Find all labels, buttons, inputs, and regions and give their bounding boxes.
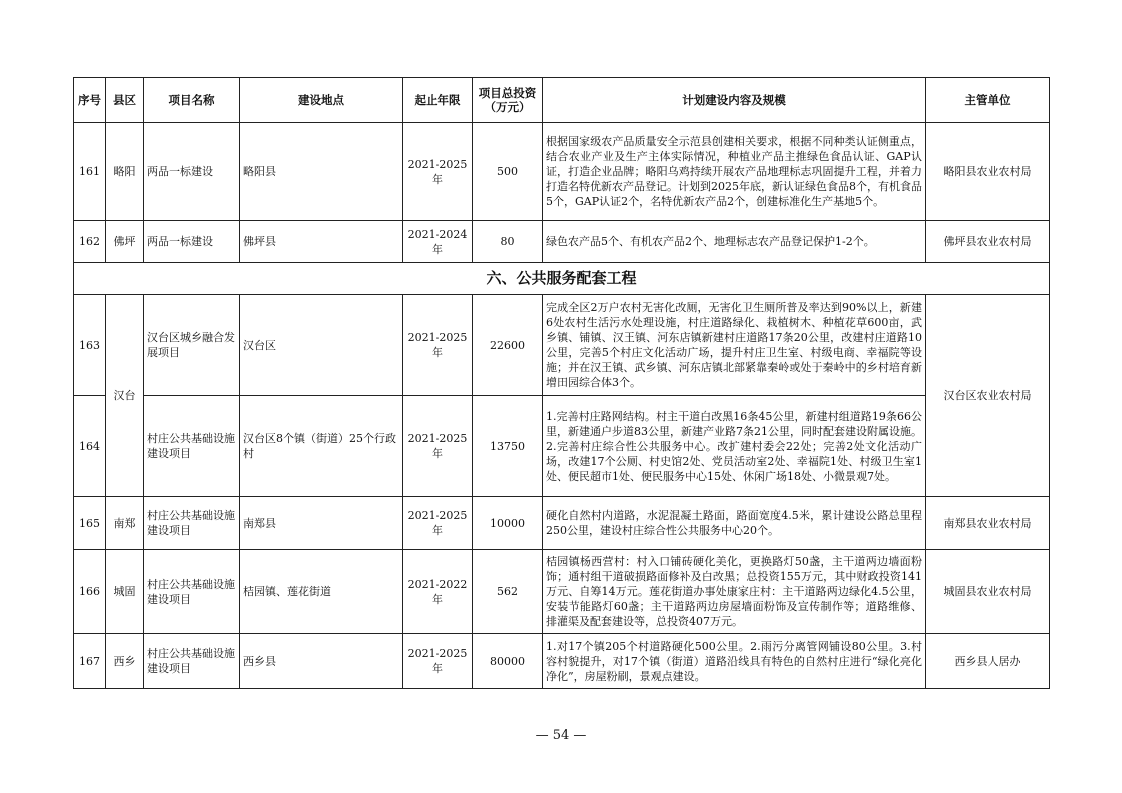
cell-investment: 13750 (473, 396, 543, 497)
cell-location: 桔园镇、莲花街道 (240, 550, 403, 634)
section-title: 六、公共服务配套工程 (74, 263, 1050, 295)
cell-investment: 80 (473, 221, 543, 263)
cell-unit: 南郑县农业农村局 (926, 497, 1050, 550)
cell-period: 2021-2025年 (403, 295, 473, 396)
header-no: 序号 (74, 78, 106, 123)
cell-unit: 佛坪县农业农村局 (926, 221, 1050, 263)
cell-county: 汉台 (106, 295, 144, 497)
header-row (74, 78, 1050, 123)
cell-county: 略阳 (106, 123, 144, 221)
cell-location: 佛坪县 (240, 221, 403, 263)
cell-period: 2021-2024年 (403, 221, 473, 263)
cell-name: 汉台区城乡融合发展项目 (144, 295, 240, 396)
cell-unit: 西乡县人居办 (926, 634, 1050, 689)
cell-name: 村庄公共基础设施建设项目 (144, 396, 240, 497)
cell-unit: 略阳县农业农村局 (926, 123, 1050, 221)
cell-no: 161 (74, 123, 106, 221)
cell-plan: 硬化自然村内道路，水泥混凝土路面，路面宽度4.5米，累计建设公路总里程250公里，建设村庄综合性公共服务中心20个。 (543, 497, 926, 550)
cell-location: 西乡县 (240, 634, 403, 689)
cell-no: 165 (74, 497, 106, 550)
table-row (74, 295, 1050, 396)
cell-location: 略阳县 (240, 123, 403, 221)
cell-no: 163 (74, 295, 106, 396)
cell-name: 村庄公共基础设施建设项目 (144, 497, 240, 550)
cell-plan: 桔园镇杨西营村：村入口铺砖硬化美化，更换路灯50盏，主干道两边墙面粉饰；通村组干道破损路面修补及白改黑；总投资155万元，其中财政投资141万元、自筹14万元。莲花街道办事处康家庄村：主干道路两边绿化4.5公里，安装节能路灯60盏；主干道路两边房屋墙面粉饰及宣传制作等；道路维修、排灌渠及配套建设等，总投资407万元。 (543, 550, 926, 634)
cell-no: 162 (74, 221, 106, 263)
cell-name: 两品一标建设 (144, 123, 240, 221)
header-period: 起止年限 (403, 78, 473, 123)
cell-unit: 汉台区农业农村局 (926, 295, 1050, 497)
cell-plan: 绿色农产品5个、有机农产品2个、地理标志农产品登记保护1-2个。 (543, 221, 926, 263)
cell-county: 城固 (106, 550, 144, 634)
table-row (74, 396, 1050, 497)
cell-plan: 1.完善村庄路网结构。村主干道白改黑16条45公里，新建村组道路19条66公里，新建通户步道83公里，新建产业路7条21公里，同时配套建设附属设施。2.完善村庄综合性公共服务中心。改扩建村委会22处；完善2处文化活动广场，改建17个公厕、村史馆2处、党员活动室2处、幸福院1处、村级卫生室1处、便民超市1处、便民服务中心15处、休闲广场18处、小微景观7处。 (543, 396, 926, 497)
cell-unit: 城固县农业农村局 (926, 550, 1050, 634)
cell-location: 汉台区8个镇（街道）25个行政村 (240, 396, 403, 497)
cell-investment: 500 (473, 123, 543, 221)
cell-plan: 根据国家级农产品质量安全示范县创建相关要求，根据不同种类认证侧重点，结合农业产业及生产主体实际情况，种植业产品主推绿色食品认证、GAP认证，打造企业品牌；略阳乌鸡持续开展农产品地理标志巩固提升工程，并着力打造名特优新农产品登记。计划到2025年底，新认证绿色食品8个，有机食品5个，GAP认证2个，名特优新农产品2个，创建标准化生产基地5个。 (543, 123, 926, 221)
header-unit: 主管单位 (926, 78, 1050, 123)
cell-investment: 562 (473, 550, 543, 634)
cell-location: 汉台区 (240, 295, 403, 396)
cell-period: 2021-2025年 (403, 123, 473, 221)
header-investment: 项目总投资（万元） (473, 78, 543, 123)
cell-period: 2021-2025年 (403, 396, 473, 497)
cell-period: 2021-2025年 (403, 634, 473, 689)
table-row (74, 123, 1050, 221)
cell-investment: 80000 (473, 634, 543, 689)
cell-plan: 1.对17个镇205个村道路硬化500公里。2.雨污分离管网铺设80公里。3.村容村貌提升，对17个镇（街道）道路沿线具有特色的自然村庄进行“绿化亮化净化”，房屋粉刷，景观点建设。 (543, 634, 926, 689)
header-location: 建设地点 (240, 78, 403, 123)
cell-county: 南郑 (106, 497, 144, 550)
header-plan: 计划建设内容及规模 (543, 78, 926, 123)
cell-plan: 完成全区2万户农村无害化改厕，无害化卫生厕所普及率达到90%以上，新建6处农村生活污水处理设施，村庄道路绿化、栽植树木、种植花草600亩，武乡镇、铺镇、汉王镇、河东店镇新建村庄道路17条20公里，改建村庄道路10公里，完善5个村庄文化活动广场，提升村庄卫生室、村级电商、幸福院等设施；并在汉王镇、武乡镇、河东店镇北部紧靠秦岭或处于秦岭中的乡村培育新增田园综合体3个。 (543, 295, 926, 396)
header-name: 项目名称 (144, 78, 240, 123)
cell-county: 西乡 (106, 634, 144, 689)
cell-name: 村庄公共基础设施建设项目 (144, 634, 240, 689)
cell-period: 2021-2022年 (403, 550, 473, 634)
cell-no: 167 (74, 634, 106, 689)
page-number: — 54 — (535, 728, 587, 743)
cell-name: 两品一标建设 (144, 221, 240, 263)
cell-no: 166 (74, 550, 106, 634)
cell-county: 佛坪 (106, 221, 144, 263)
header-county: 县区 (106, 78, 144, 123)
table-row (74, 221, 1050, 263)
project-table (73, 77, 1050, 689)
cell-no: 164 (74, 396, 106, 497)
cell-investment: 10000 (473, 497, 543, 550)
cell-investment: 22600 (473, 295, 543, 396)
cell-location: 南郑县 (240, 497, 403, 550)
section-row (74, 263, 1050, 295)
cell-period: 2021-2025年 (403, 497, 473, 550)
table-row (74, 497, 1050, 550)
table-row (74, 550, 1050, 634)
table-row (74, 634, 1050, 689)
cell-name: 村庄公共基础设施建设项目 (144, 550, 240, 634)
